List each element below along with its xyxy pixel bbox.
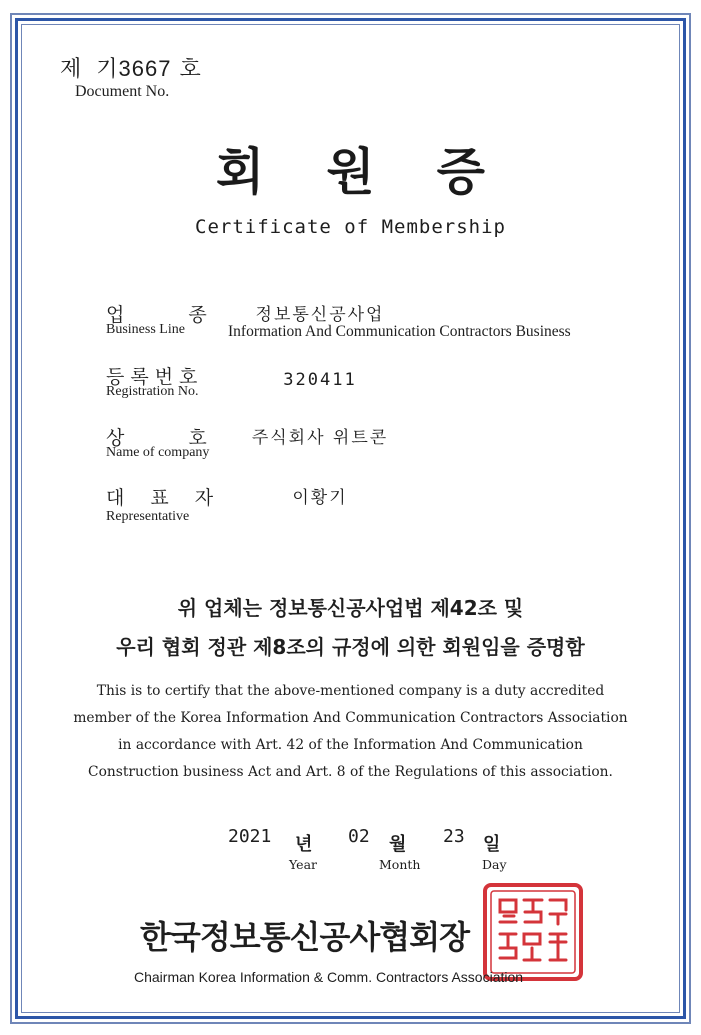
date-day-ko: 일 bbox=[483, 834, 501, 855]
date-year: 2021 bbox=[228, 826, 272, 847]
company-value: 주식회사 위트콘 bbox=[251, 428, 389, 448]
cert-korean-line-2: 우리 협회 정관 제8조의 규정에 의한 회원임을 증명함 bbox=[116, 635, 585, 659]
date-day: 23 bbox=[443, 826, 465, 847]
document-number bbox=[60, 52, 202, 101]
registration-label-ko: 등록번호 bbox=[106, 366, 204, 388]
title-korean: 회원증 bbox=[216, 143, 547, 201]
cert-english-line-4: Construction business Act and Art. 8 of the Regulations of this association. bbox=[88, 764, 613, 780]
representative-value: 이황기 bbox=[292, 488, 348, 508]
doc-no-suffix: 호 bbox=[179, 57, 202, 82]
doc-no-value: 기3667 bbox=[96, 56, 172, 81]
doc-no-prefix: 제 bbox=[60, 57, 83, 82]
date-month-ko: 월 bbox=[389, 834, 407, 855]
registration-label-en: Registration No. bbox=[106, 384, 199, 399]
business-line-value-en: Information And Communication Contractors Business bbox=[228, 323, 571, 340]
doc-no-label: Document No. bbox=[75, 83, 170, 100]
date-month-en: Month bbox=[379, 857, 421, 872]
company-label-en: Name of company bbox=[106, 445, 210, 460]
registration-value: 320411 bbox=[283, 370, 357, 390]
official-seal-icon bbox=[482, 882, 584, 982]
date-day-en: Day bbox=[482, 857, 507, 872]
company-label-ko: 상 호 bbox=[106, 427, 209, 449]
cert-english-line-1: This is to certify that the above-mentioned company is a duty accredited bbox=[96, 683, 605, 699]
date-year-en: Year bbox=[289, 857, 317, 872]
cert-korean-line-1: 위 업체는 정보통신공사업법 제42조 및 bbox=[177, 596, 524, 620]
business-line-label-ko: 업 종 bbox=[106, 304, 209, 326]
issuer-korean: 한국정보통신공사협회장 bbox=[140, 918, 470, 956]
date-month: 02 bbox=[348, 826, 370, 847]
cert-english-line-3: in accordance with Art. 42 of the Information And Communication bbox=[118, 737, 583, 753]
representative-label-ko: 대 표 자 bbox=[106, 487, 216, 509]
representative-label-en: Representative bbox=[106, 509, 190, 524]
business-line-label-en: Business Line bbox=[106, 322, 185, 337]
business-line-value-ko: 정보통신공사업 bbox=[255, 305, 385, 325]
cert-english-line-2: member of the Korea Information And Communication Contractors Association bbox=[73, 710, 628, 726]
issuer-english: Chairman Korea Information & Comm. Contractors Association bbox=[134, 969, 524, 985]
title-english: Certificate of Membership bbox=[195, 216, 506, 238]
date-year-ko: 년 bbox=[295, 834, 313, 855]
